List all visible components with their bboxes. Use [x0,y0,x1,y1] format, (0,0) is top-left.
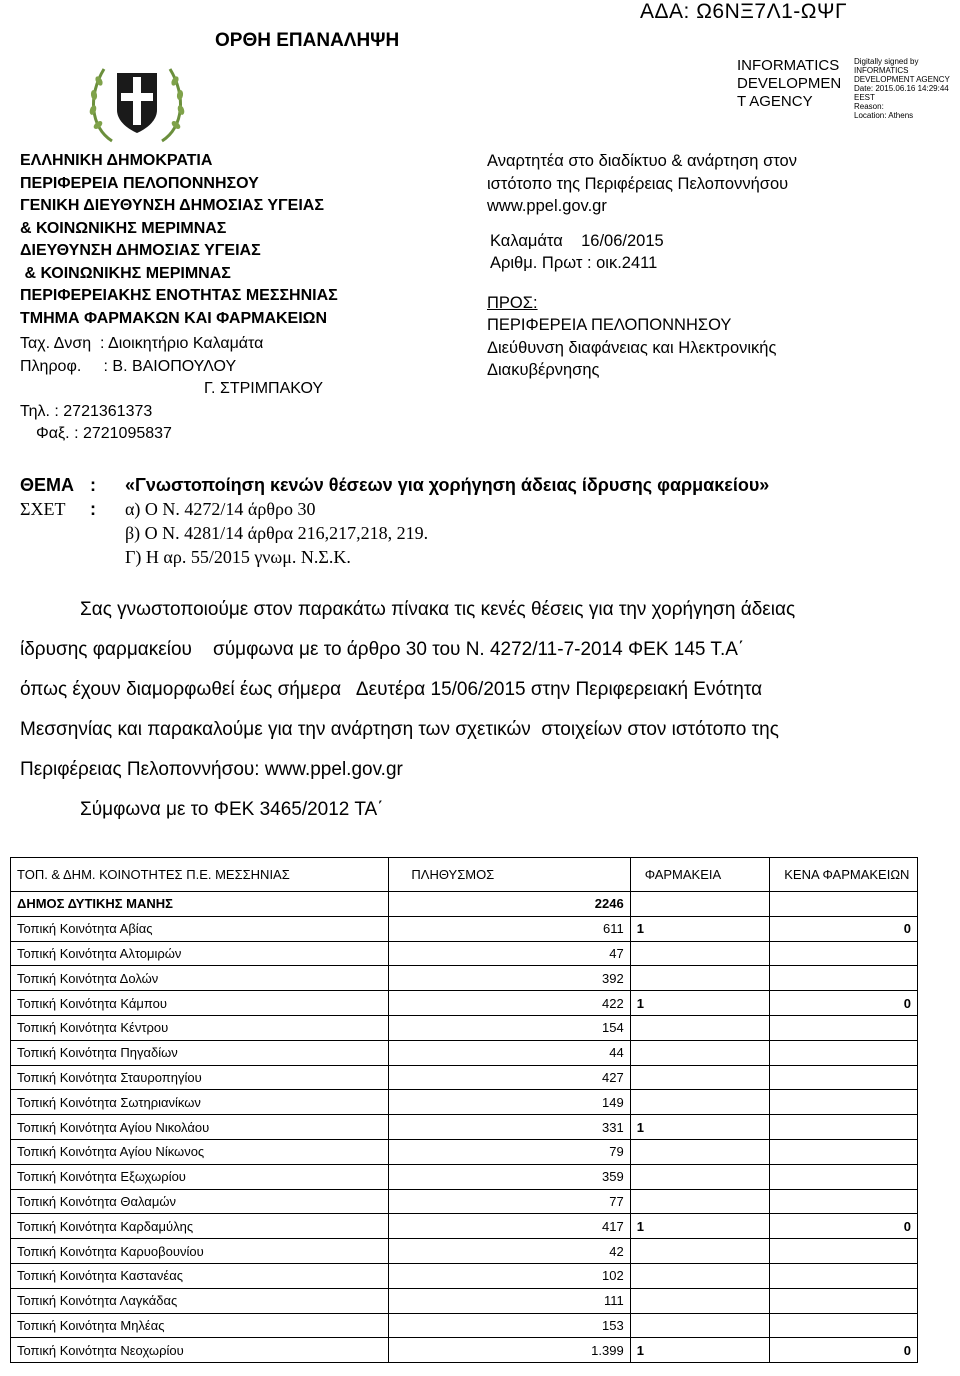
recipient-name: ΠΕΡΙΦΕΡΕΙΑ ΠΕΛΟΠΟΝΝΗΣΟΥ [487,316,732,334]
pharmacies-count [630,941,770,966]
issuer-line: ΕΛΛΗΝΙΚΗ ΔΗΜΟΚΡΑΤΙΑ [20,152,213,169]
subject-text: «Γνωστοποίηση κενών θέσεων για χορήγηση άδειας ίδρυσης φαρμακείου» [125,475,770,495]
issuer-line: & ΚΟΙΝΩΝΙΚΗΣ ΜΕΡΙΜΝΑΣ [20,219,227,237]
header-pharmacies: ΦΑΡΜΑΚΕΙΑ [630,858,770,892]
population: 359 [389,1164,630,1189]
body-line: Σύμφωνα με το ΦΕΚ 3465/2012 ΤΑ΄ [80,799,384,820]
community-name: Τοπική Κοινότητα Μηλέας [11,1313,389,1338]
posting-note: Αναρτητέα στο διαδίκτυο & ανάρτηση στον [487,152,797,170]
population: 149 [389,1090,630,1115]
table-row [11,1288,918,1313]
posting-note: ιστότοπο της Περιφέρειας Πελοποννήσου [487,174,789,193]
vacant-count: 0 [770,1214,918,1239]
table-row [11,916,918,941]
issuer-line: ΤΜΗΜΑ ΦΑΡΜΑΚΩΝ ΚΑΙ ΦΑΡΜΑΚΕΙΩΝ [20,309,328,327]
issuer-phone: Τηλ. : 2721361373 [20,402,153,420]
subject-block [20,474,940,570]
population: 331 [389,1115,630,1140]
recipient-department: Διακυβέρνησης [487,361,600,379]
header-population: ΠΛΗΘΥΣΜΟΣ [389,858,630,892]
table-row-municipality [11,892,918,917]
table-row [11,1164,918,1189]
vacant-count [770,1090,918,1115]
population: 427 [389,1065,630,1090]
pharmacies-count [630,1040,770,1065]
table-row [11,1214,918,1239]
vacant-count [770,1040,918,1065]
community-name: Τοπική Κοινότητα Αβίας [11,916,389,941]
vacant-count [770,1189,918,1214]
issuer-address: Ταχ. Δνση : Διοικητήριο Καλαμάτα [20,335,264,352]
issuer-line: ΔΙΕΥΘΥΝΣΗ ΔΗΜΟΣΙΑΣ ΥΓΕΙΑΣ [20,242,261,259]
subject-colon: : [90,475,96,495]
community-name: Τοπική Κοινότητα Δολών [11,966,389,991]
pharmacies-count [630,1139,770,1164]
vacant-count [770,1313,918,1338]
signature-agency-line: DEVELOPMEN [737,75,842,92]
population: 47 [389,941,630,966]
population: 422 [389,991,630,1016]
protocol-number: Αριθμ. Πρωτ : οικ.2411 [490,254,658,272]
signature-detail-line: Date: 2015.06.16 14:29:44 [854,84,949,93]
recipient-block [487,150,947,382]
community-name: Τοπική Κοινότητα Κάμπου [11,991,389,1016]
reference-b: β) Ο Ν. 4281/14 άρθρα 216,217,218, 219. [125,523,429,543]
table-row [11,1338,918,1363]
pharmacies-count [630,1313,770,1338]
population: 417 [389,1214,630,1239]
issuer-line: ΠΕΡΙΦΕΡΕΙΑΚΗΣ ΕΝΟΤΗΤΑΣ ΜΕΣΣΗΝΙΑΣ [20,287,338,304]
community-name: Τοπική Κοινότητα Λαγκάδας [11,1288,389,1313]
table-row [11,1189,918,1214]
document-date: Καλαμάτα 16/06/2015 [490,231,664,250]
issuer-line: ΓΕΝΙΚΗ ΔΙΕΥΘΥΝΣΗ ΔΗΜΟΣΙΑΣ ΥΓΕΙΑΣ [20,197,324,214]
table-row [11,991,918,1016]
community-name: Τοπική Κοινότητα Νεοχωρίου [11,1338,389,1363]
signature-detail-line: Digitally signed by [854,57,919,66]
signature-agency-line: INFORMATICS [737,57,840,74]
population: 392 [389,966,630,991]
table-header-row [11,858,918,892]
recipient-label: ΠΡΟΣ: [487,293,538,312]
vacant-count [770,1164,918,1189]
pharmacies-count: 1 [630,991,770,1016]
pharmacies-count: 1 [630,1115,770,1140]
table-row [11,941,918,966]
table-row [11,1115,918,1140]
pharmacies-count: 1 [630,916,770,941]
issuer-line: ΠΕΡΙΦΕΡΕΙΑ ΠΕΛΟΠΟΝΝΗΣΟΥ [20,174,259,192]
posting-url: www.ppel.gov.gr [487,197,607,215]
population: 44 [389,1040,630,1065]
vacant-count [770,1065,918,1090]
body-line: Μεσσηνίας και παρακαλούμε για την ανάρτηση των σχετικών στοιχείων στον ιστότοπο της [20,719,779,740]
table-row [11,1065,918,1090]
signature-detail-line: EEST [854,93,875,102]
pharmacies-count [630,1164,770,1189]
population: 79 [389,1139,630,1164]
community-name: Τοπική Κοινότητα Σταυροπηγίου [11,1065,389,1090]
vacant-count [770,1239,918,1264]
vacant-count [770,1139,918,1164]
table-row [11,1090,918,1115]
table-row [11,966,918,991]
reference-colon: : [90,499,96,519]
issuer-fax: Φαξ. : 2721095837 [36,425,172,442]
header-vacant-text: ΚΕΝΑ ΦΑΡΜΑΚΕΙΩΝ [784,867,910,882]
subject-label: ΘΕΜΑ [20,475,74,495]
body-line: όπως έχουν διαμορφωθεί έως σήμερα Δευτέρα 15/06/2015 στην Περιφερειακή Ενότητα [20,679,763,700]
community-name: Τοπική Κοινότητα Σωτηριανίκων [11,1090,389,1115]
issuer-block [20,150,460,446]
pharmacies-count [630,1189,770,1214]
vacant-count: 0 [770,991,918,1016]
vacant-count: 0 [770,1338,918,1363]
table-row [11,1139,918,1164]
community-name: Τοπική Κοινότητα Αλτομιρών [11,941,389,966]
population: 154 [389,1015,630,1040]
table-row [11,1239,918,1264]
body-line: Σας γνωστοποιούμε στον παρακάτω πίνακα τις κενές θέσεις για την χορήγηση άδειας [80,599,796,620]
pharmacies-count [630,1239,770,1264]
table-row [11,1263,918,1288]
pharmacies-count [630,1015,770,1040]
table-row [11,1015,918,1040]
header-vacant-pharmacies [770,858,918,892]
population: 77 [389,1189,630,1214]
community-name: Τοπική Κοινότητα Αγίου Νικολάου [11,1115,389,1140]
pharmacies-table [10,857,918,1363]
cell-empty [630,892,770,917]
table-row [11,1313,918,1338]
community-name: Τοπική Κοινότητα Πηγαδίων [11,1040,389,1065]
population: 153 [389,1313,630,1338]
community-name: Τοπική Κοινότητα Θαλαμών [11,1189,389,1214]
pharmacies-count [630,1288,770,1313]
pharmacies-count: 1 [630,1214,770,1239]
body-line: Περιφέρειας Πελοποννήσου: www.ppel.gov.gr [20,759,403,780]
signature-detail-line: DEVELOPMENT AGENCY [854,75,950,84]
pharmacies-count [630,1090,770,1115]
issuer-contact-person-2: Γ. ΣΤΡΙΜΠΑΚΟΥ [204,380,324,397]
orthi-epanalipsi-heading: ΟΡΘΗ ΕΠΑΝΑΛΗΨΗ [215,30,400,51]
signature-detail-line: Location: Athens [854,111,914,120]
population: 611 [389,916,630,941]
community-name: Τοπική Κοινότητα Εξωχωρίου [11,1164,389,1189]
body-paragraph [20,590,945,830]
table-row [11,1040,918,1065]
recipient-department: Διεύθυνση διαφάνειας και Ηλεκτρονικής [487,338,777,357]
hellenic-republic-emblem-icon [82,55,192,150]
table-body [11,916,918,1362]
population: 102 [389,1263,630,1288]
pharmacies-count [630,966,770,991]
digital-signature-details [854,57,950,120]
cell-empty [770,892,918,917]
signature-detail-line: Reason: [854,102,884,111]
body-line: ίδρυσης φαρμακείου σύμφωνα με το άρθρο 30 του Ν. 4272/11-7-2014 ΦΕΚ 145 Τ.Α΄ [20,639,745,660]
ada-code: ΑΔΑ: Ω6ΝΞ7Λ1-ΩΨΓ [640,0,848,23]
issuer-contact-person: Πληροφ. : Β. ΒΑΙΟΠΟΥΛΟΥ [20,357,237,375]
municipality-name: ΔΗΜΟΣ ΔΥΤΙΚΗΣ ΜΑΝΗΣ [11,892,389,917]
reference-label: ΣΧΕΤ [20,499,66,519]
municipality-population: 2246 [389,892,630,917]
reference-c: Γ) Η αρ. 55/2015 γνωμ. Ν.Σ.Κ. [125,547,351,567]
community-name: Τοπική Κοινότητα Κέντρου [11,1015,389,1040]
population: 42 [389,1239,630,1264]
reference-a: α) Ο Ν. 4272/14 άρθρο 30 [125,499,316,519]
community-name: Τοπική Κοινότητα Αγίου Νίκωνος [11,1139,389,1164]
pharmacies-count [630,1065,770,1090]
community-name: Τοπική Κοινότητα Καστανέας [11,1263,389,1288]
vacant-count [770,1263,918,1288]
signature-detail-line: INFORMATICS [854,66,909,75]
vacant-count [770,1115,918,1140]
pharmacies-count [630,1263,770,1288]
header-community: ΤΟΠ. & ΔΗΜ. ΚΟΙΝΟΤΗΤΕΣ Π.Ε. ΜΕΣΣΗΝΙΑΣ [11,858,389,892]
signature-agency-line: T AGENCY [737,93,813,110]
vacant-count [770,1288,918,1313]
signature-agency-name [737,57,841,111]
pharmacies-count: 1 [630,1338,770,1363]
community-name: Τοπική Κοινότητα Καρυοβουνίου [11,1239,389,1264]
vacant-count [770,941,918,966]
vacant-count [770,1015,918,1040]
vacant-count: 0 [770,916,918,941]
issuer-line: & ΚΟΙΝΩΝΙΚΗΣ ΜΕΡΙΜΝΑΣ [20,264,231,282]
population: 1.399 [389,1338,630,1363]
community-name: Τοπική Κοινότητα Καρδαμύλης [11,1214,389,1239]
vacant-count [770,966,918,991]
population: 111 [389,1288,630,1313]
